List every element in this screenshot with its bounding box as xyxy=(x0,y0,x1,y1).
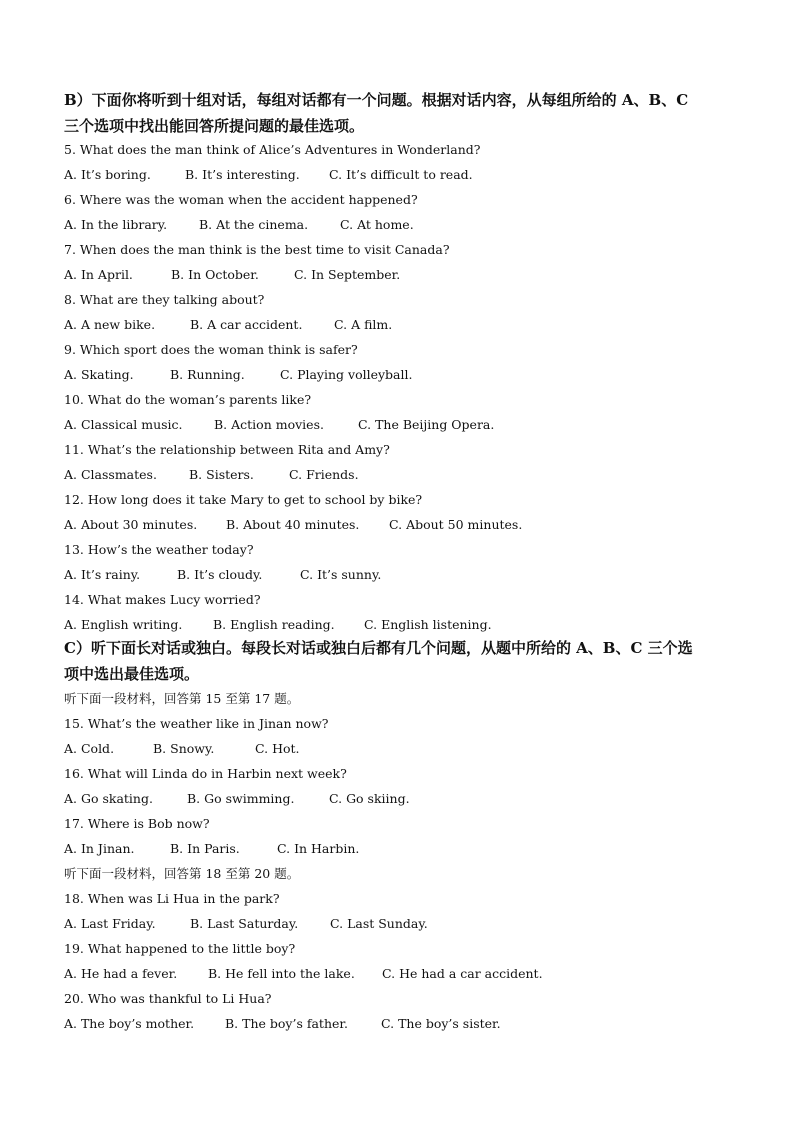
option-15b: B. Snowy. xyxy=(153,741,215,756)
option-12a: A. About 30 minutes. xyxy=(64,517,198,532)
section-b-heading xyxy=(64,90,734,136)
options-19 xyxy=(64,966,543,982)
option-12c: C. About 50 minutes. xyxy=(389,517,523,532)
option-17a: A. In Jinan. xyxy=(64,841,135,856)
option-19c: C. He had a car accident. xyxy=(382,966,543,981)
option-5b: B. It’s interesting. xyxy=(185,167,300,182)
option-12b: B. About 40 minutes. xyxy=(226,517,360,532)
option-14a: A. English writing. xyxy=(64,617,183,632)
option-13b: B. It’s cloudy. xyxy=(177,567,263,582)
options-16 xyxy=(64,791,410,807)
option-8c: C. A film. xyxy=(334,317,393,332)
options-7 xyxy=(64,267,400,283)
option-19b: B. He fell into the lake. xyxy=(208,966,355,981)
section-c-heading-line-2: 项中选出最佳选项。 xyxy=(64,665,200,683)
option-9b: B. Running. xyxy=(170,367,245,382)
option-11c: C. Friends. xyxy=(289,467,359,482)
option-18a: A. Last Friday. xyxy=(64,916,156,931)
option-6c: C. At home. xyxy=(340,217,414,232)
option-16a: A. Go skating. xyxy=(64,791,153,806)
question-19: 19. What happened to the little boy? xyxy=(64,941,296,956)
option-13a: A. It’s rainy. xyxy=(64,567,141,582)
section-b-heading-line-2: 三个选项中找出能回答所提问题的最佳选项。 xyxy=(64,117,365,135)
section-c-heading xyxy=(64,638,734,684)
option-16c: C. Go skiing. xyxy=(329,791,410,806)
option-19a: A. He had a fever. xyxy=(64,966,178,981)
option-5a: A. It’s boring. xyxy=(64,167,151,182)
option-16b: B. Go swimming. xyxy=(187,791,295,806)
option-15c: C. Hot. xyxy=(255,741,300,756)
section-b-heading-line-1: B）下面你将听到十组对话，每组对话都有一个问题。根据对话内容，从每组所给的 A、B、C xyxy=(64,91,689,109)
options-6 xyxy=(64,217,414,233)
group-1-intro: 听下面一段材料，回答第 15 至第 17 题。 xyxy=(64,691,300,706)
option-17b: B. In Paris. xyxy=(170,841,240,856)
question-7: 7. When does the man think is the best time to visit Canada? xyxy=(64,242,450,257)
question-8: 8. What are they talking about? xyxy=(64,292,265,307)
options-20 xyxy=(64,1016,501,1032)
options-14 xyxy=(64,617,492,633)
question-11: 11. What’s the relationship between Rita and Amy? xyxy=(64,442,390,457)
option-15a: A. Cold. xyxy=(64,741,115,756)
option-6b: B. At the cinema. xyxy=(199,217,309,232)
option-14c: C. English listening. xyxy=(364,617,492,632)
option-6a: A. In the library. xyxy=(64,217,168,232)
options-17 xyxy=(64,841,359,857)
option-9a: A. Skating. xyxy=(64,367,134,382)
option-20b: B. The boy’s father. xyxy=(225,1016,348,1031)
option-10b: B. Action movies. xyxy=(214,417,324,432)
option-10a: A. Classical music. xyxy=(64,417,183,432)
options-10 xyxy=(64,417,494,433)
option-11a: A. Classmates. xyxy=(64,467,157,482)
option-7b: B. In October. xyxy=(171,267,259,282)
options-5 xyxy=(64,167,473,183)
options-15 xyxy=(64,741,300,757)
section-c-heading-line-1: C）听下面长对话或独白。每段长对话或独白后都有几个问题，从题中所给的 A、B、C 三个选 xyxy=(64,639,693,657)
question-20: 20. Who was thankful to Li Hua? xyxy=(64,991,272,1006)
options-11 xyxy=(64,467,359,483)
option-7a: A. In April. xyxy=(64,267,133,282)
question-13: 13. How’s the weather today? xyxy=(64,542,254,557)
question-9: 9. Which sport does the woman think is safer? xyxy=(64,342,358,357)
option-18c: C. Last Sunday. xyxy=(330,916,428,931)
option-11b: B. Sisters. xyxy=(189,467,254,482)
group-2-intro: 听下面一段材料，回答第 18 至第 20 题。 xyxy=(64,866,300,881)
options-8 xyxy=(64,317,392,333)
option-9c: C. Playing volleyball. xyxy=(280,367,413,382)
options-18 xyxy=(64,916,428,932)
question-16: 16. What will Linda do in Harbin next week? xyxy=(64,766,347,781)
option-8a: A. A new bike. xyxy=(64,317,156,332)
option-7c: C. In September. xyxy=(294,267,401,282)
question-14: 14. What makes Lucy worried? xyxy=(64,592,261,607)
option-8b: B. A car accident. xyxy=(190,317,303,332)
question-18: 18. When was Li Hua in the park? xyxy=(64,891,280,906)
option-13c: C. It’s sunny. xyxy=(300,567,382,582)
option-5c: C. It’s difficult to read. xyxy=(329,167,473,182)
option-10c: C. The Beijing Opera. xyxy=(358,417,495,432)
question-12: 12. How long does it take Mary to get to school by bike? xyxy=(64,492,423,507)
option-18b: B. Last Saturday. xyxy=(190,916,299,931)
question-17: 17. Where is Bob now? xyxy=(64,816,210,831)
options-12 xyxy=(64,517,522,533)
question-5: 5. What does the man think of Alice’s Adventures in Wonderland? xyxy=(64,142,481,157)
option-20a: A. The boy’s mother. xyxy=(64,1016,195,1031)
options-13 xyxy=(64,567,381,583)
option-20c: C. The boy’s sister. xyxy=(381,1016,501,1031)
option-14b: B. English reading. xyxy=(213,617,335,632)
question-6: 6. Where was the woman when the accident happened? xyxy=(64,192,418,207)
question-10: 10. What do the woman’s parents like? xyxy=(64,392,312,407)
question-15: 15. What’s the weather like in Jinan now? xyxy=(64,716,329,731)
options-9 xyxy=(64,367,412,383)
option-17c: C. In Harbin. xyxy=(277,841,360,856)
